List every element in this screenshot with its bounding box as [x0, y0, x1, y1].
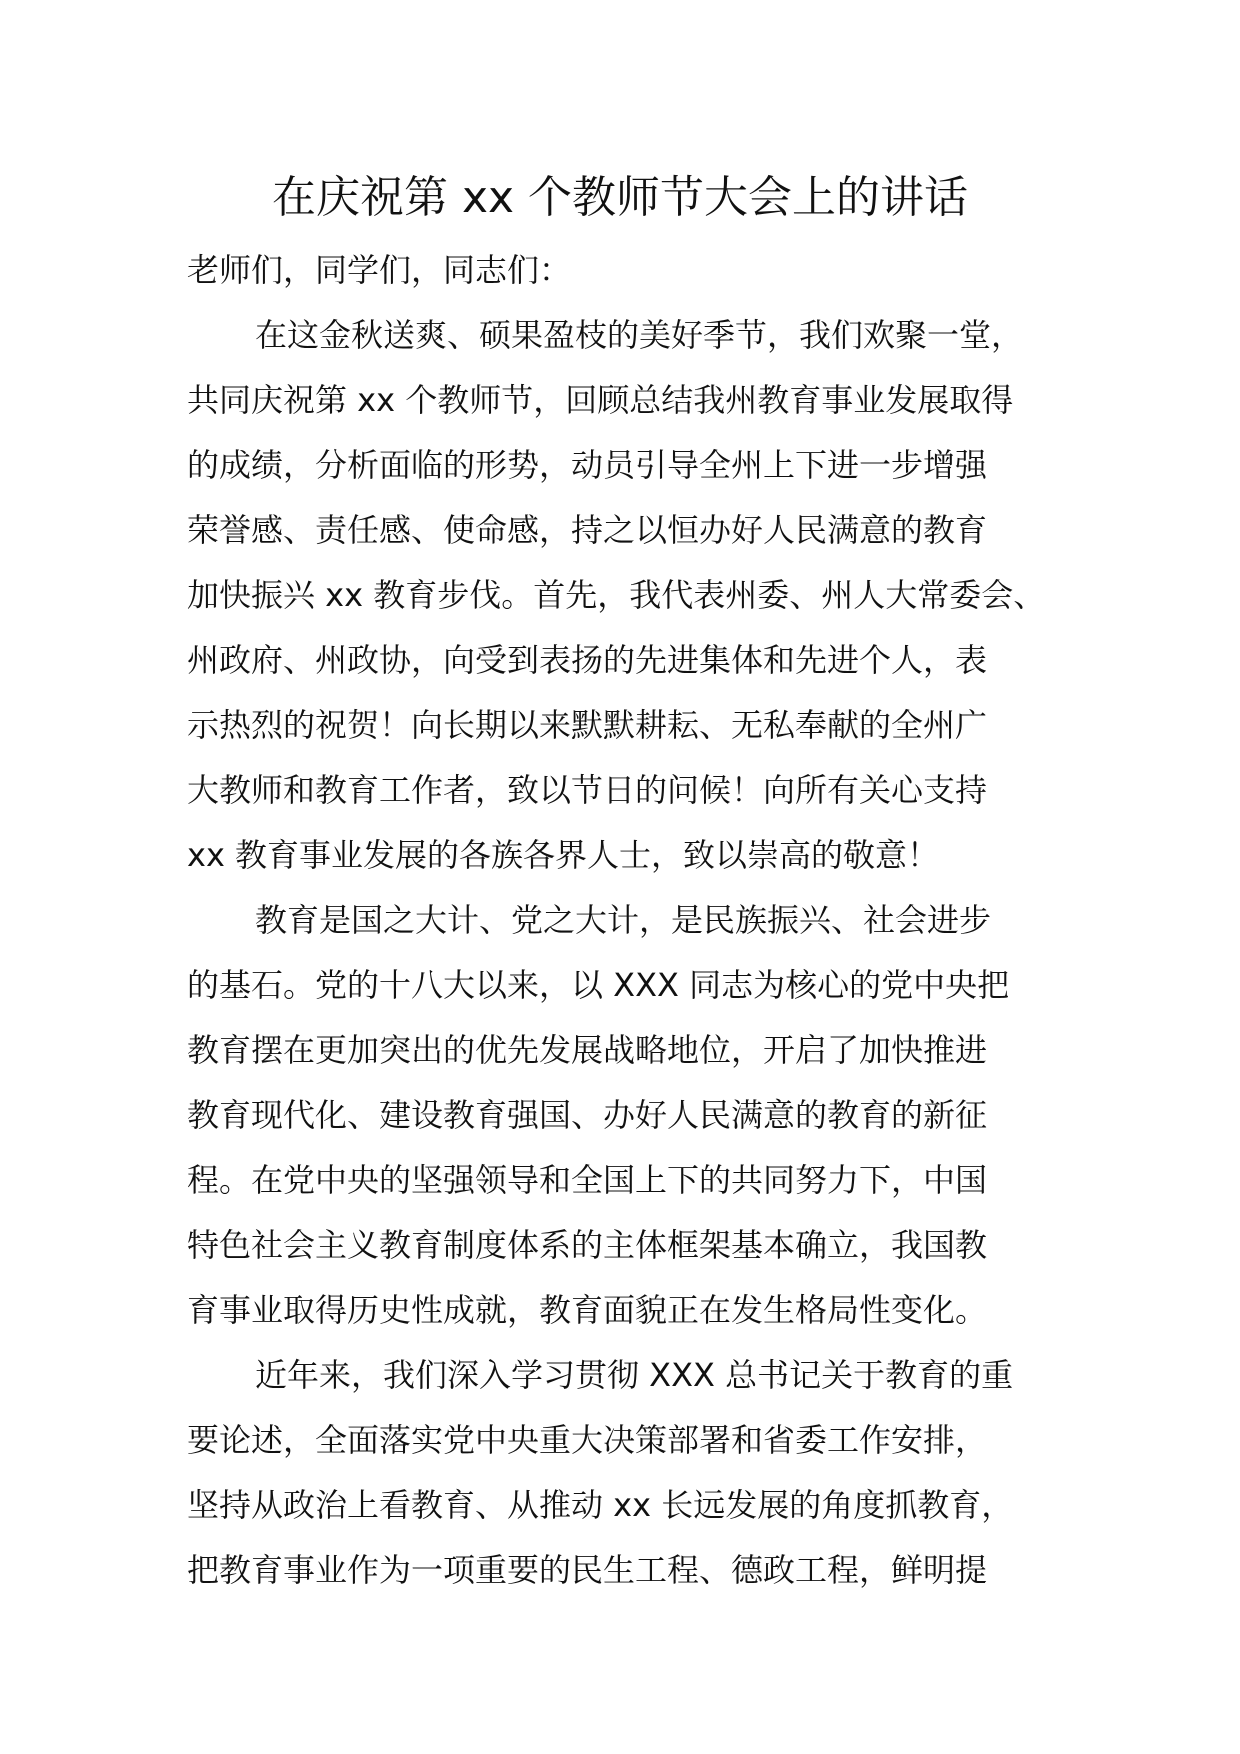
text-line: 共同庆祝第 xx 个教师节，回顾总结我州教育事业发展取得 [187, 381, 1014, 419]
text-line: 加快振兴 xx 教育步伐。首先，我代表州委、州人大常委会、 [187, 576, 1046, 614]
text-line: xx 教育事业发展的各族各界人士，致以崇高的敬意！ [187, 836, 940, 874]
text-line: 的基石。党的十八大以来，以 XXX 同志为核心的党中央把 [187, 966, 1010, 1004]
text-line: 大教师和教育工作者，致以节日的问候！向所有关心支持 [187, 771, 988, 809]
text-line: 近年来，我们深入学习贯彻 XXX 总书记关于教育的重 [255, 1356, 1014, 1394]
text-line: 教育摆在更加突出的优先发展战略地位，开启了加快推进 [187, 1031, 988, 1069]
document-title: 在庆祝第 xx 个教师节大会上的讲话 [271, 172, 969, 223]
text-line: 育事业取得历史性成就，教育面貌正在发生格局性变化。 [187, 1291, 988, 1329]
text-line: 的成绩，分析面临的形势，动员引导全州上下进一步增强 [187, 446, 988, 484]
text-line: 程。在党中央的坚强领导和全国上下的共同努力下，中国 [187, 1161, 988, 1199]
text-line: 把教育事业作为一项重要的民生工程、德政工程，鲜明提 [187, 1551, 988, 1589]
text-line: 教育现代化、建设教育强国、办好人民满意的教育的新征 [187, 1096, 988, 1134]
text-line: 要论述，全面落实党中央重大决策部署和省委工作安排， [187, 1421, 988, 1459]
text-line: 州政府、州政协，向受到表扬的先进集体和先进个人，表 [187, 641, 988, 679]
text-line: 在这金秋送爽、硕果盈枝的美好季节，我们欢聚一堂， [255, 316, 1024, 354]
text-line: 荣誉感、责任感、使命感，持之以恒办好人民满意的教育 [187, 511, 988, 549]
document-body [187, 238, 1057, 1603]
text-line: 特色社会主义教育制度体系的主体框架基本确立，我国教 [187, 1226, 988, 1264]
text-line: 坚持从政治上看教育、从推动 xx 长远发展的角度抓教育， [187, 1486, 1014, 1524]
text-line: 示热烈的祝贺！向长期以来默默耕耘、无私奉献的全州广 [187, 706, 988, 744]
salutation: 老师们，同学们，同志们： [187, 251, 572, 289]
text-line: 教育是国之大计、党之大计，是民族振兴、社会进步 [255, 901, 992, 939]
